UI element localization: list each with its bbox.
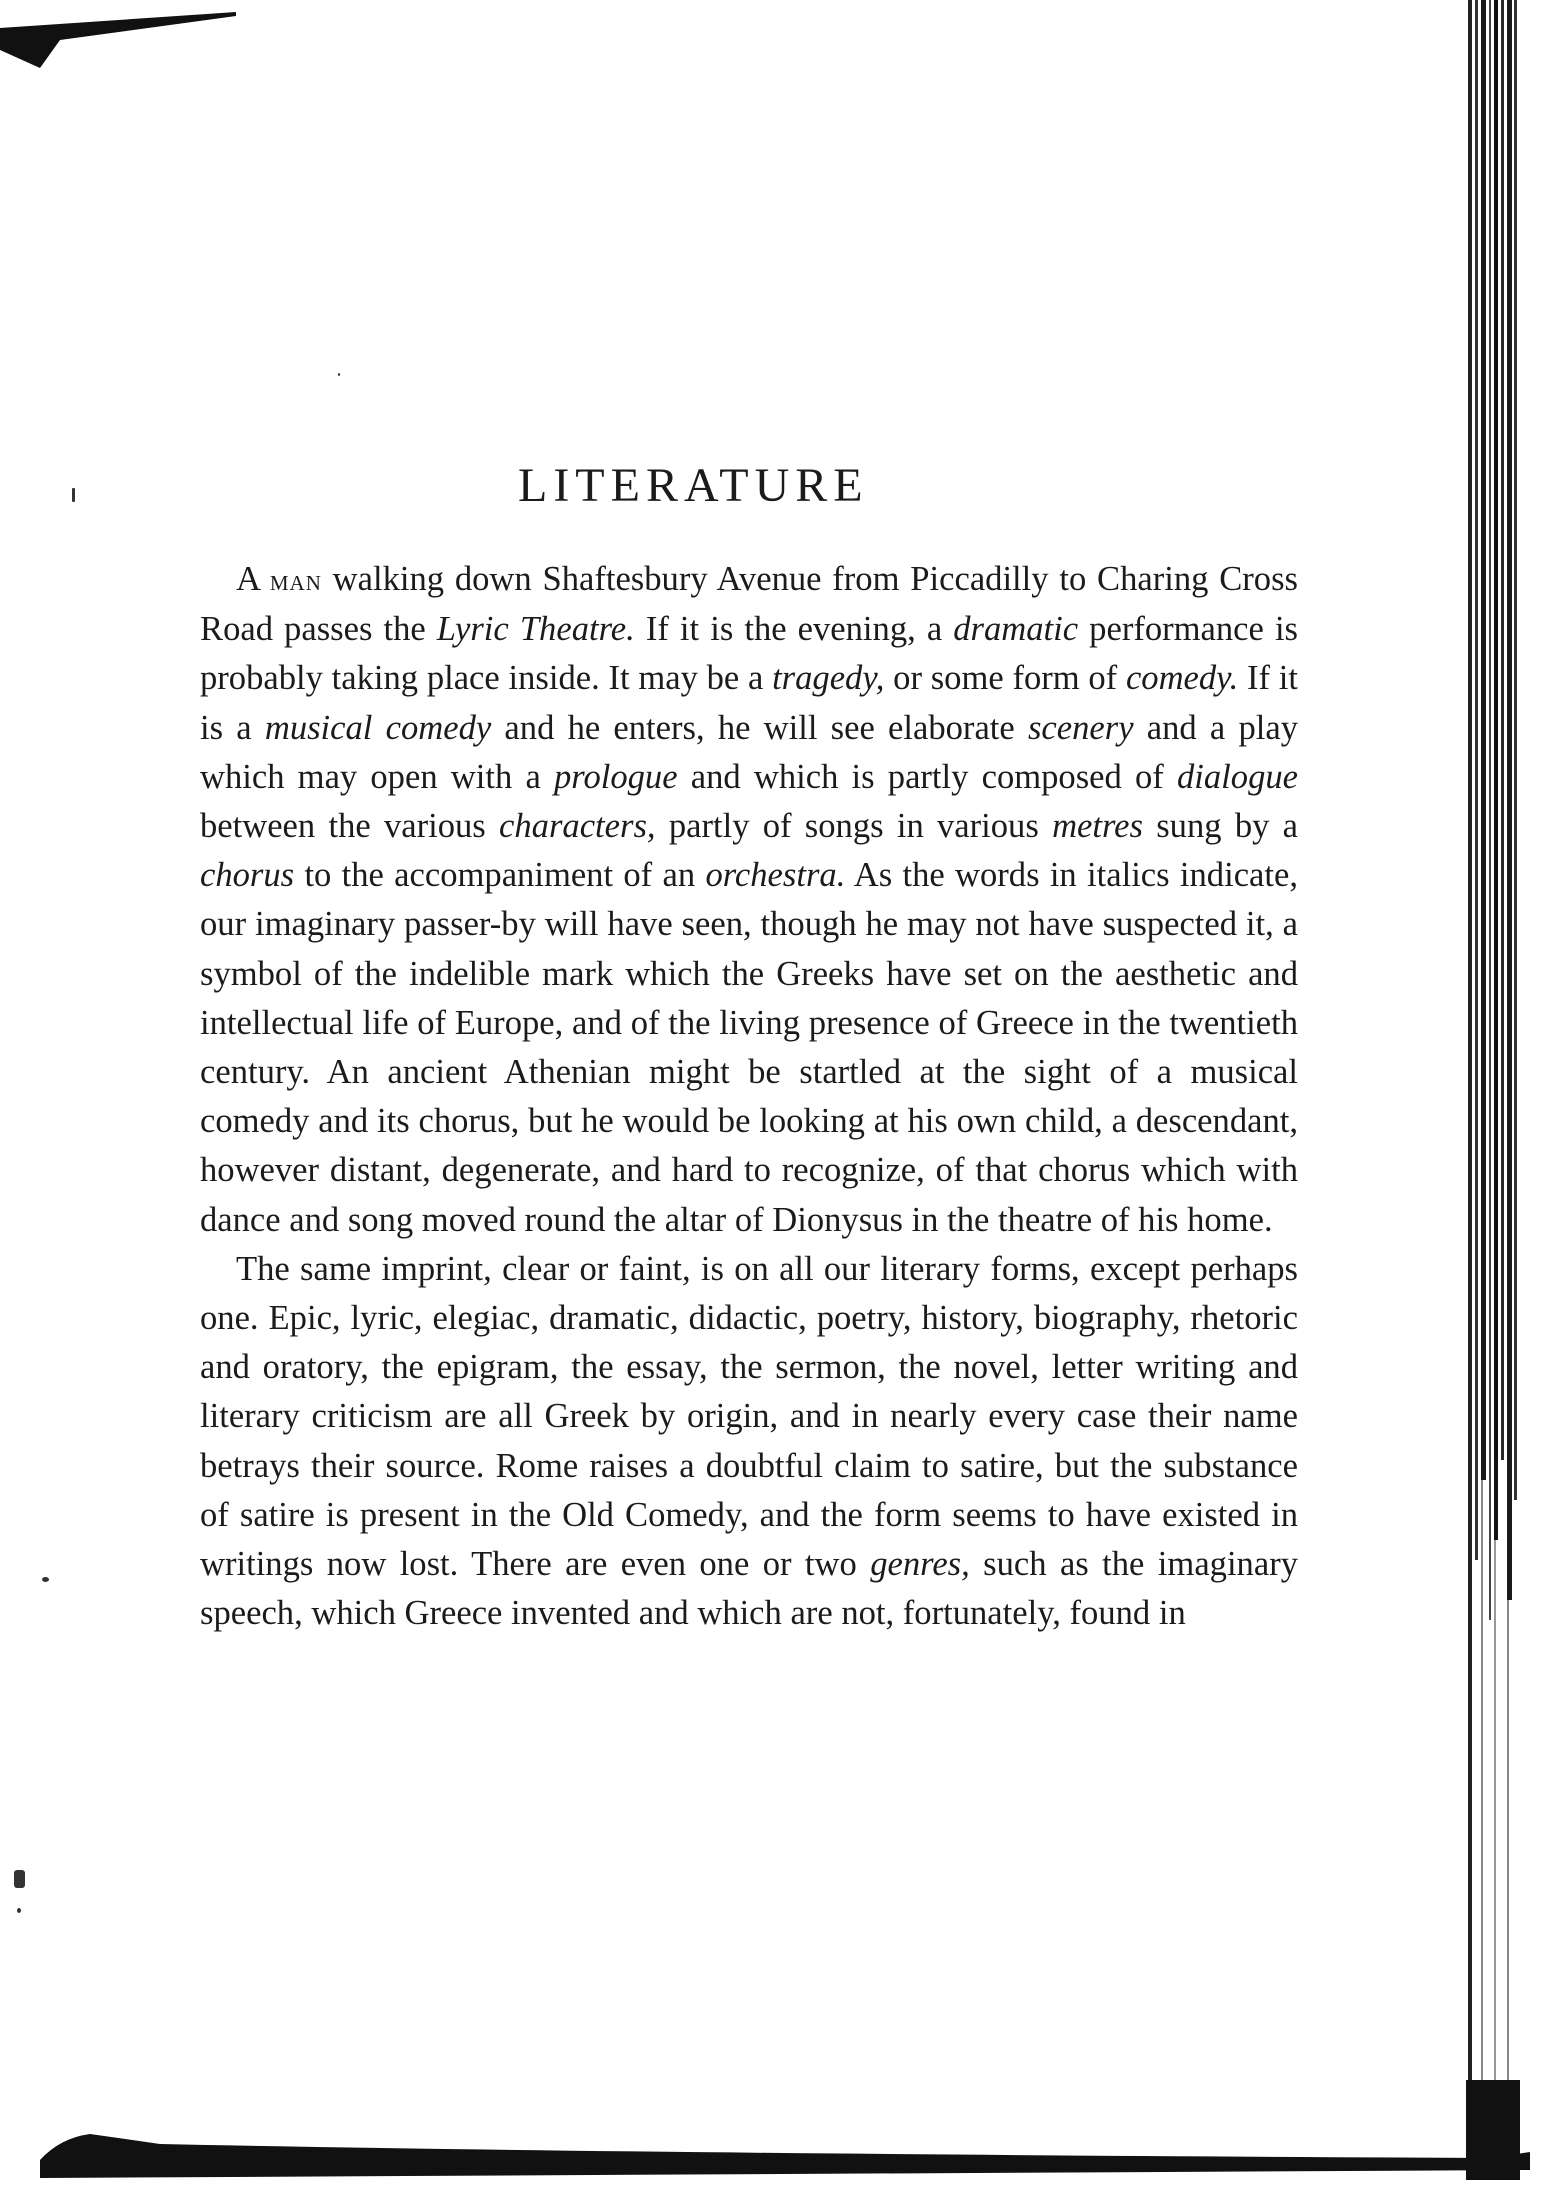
italic-term: prologue [553,757,678,796]
italic-term: characters, [499,807,656,846]
text-run: A [236,560,270,598]
scan-edge-mark-top [0,10,236,70]
text-run: and a play which may open with a [200,708,1299,796]
scan-speck [42,1577,49,1582]
italic-term: Lyric Theatre. [436,610,635,649]
paragraph [200,1245,1298,1639]
italic-term: chorus [200,856,295,895]
italic-term: genres, [870,1545,970,1584]
text-run: and he enters, he will see elaborate [491,708,1028,747]
scan-speck [338,373,340,376]
italic-term: scenery [1027,708,1134,747]
scan-speck [72,488,75,502]
italic-term: orchestra. [705,856,846,895]
text-run: partly of songs in various [655,807,1053,846]
body-text [200,555,1298,1638]
text-run: sung by a [1142,807,1299,846]
italic-term: dramatic [953,610,1079,649]
small-caps-lead: man [269,564,322,597]
scan-speck [17,1908,21,1913]
text-run: walking down Shaftesbury Avenue from Piccadilly to Charing Cross Road passes the [200,560,1298,649]
italic-term: tragedy, [772,659,885,698]
italic-term: musical comedy [264,708,492,747]
text-run: between the various [200,807,500,846]
book-spine-shadow [1466,0,1520,2180]
text-run: As the words in italics indicate, our imaginary passer-by will have seen, though he may not have suspected it, a symbol of the indelible mark which the Greeks have set on the aesthetic and intellectual life of Europe, and of the living presence of Greece in the twentieth century. An ancient Athenian might be startled at the sight of a musical comedy and its chorus, but he would be looking at his own child, a descendant, however distant, degenerate, and hard to recognize, of that chorus which with dance and song moved round the altar of Dionysus in the theatre of his home. [200,856,1298,1239]
text-run: performance is probably taking place inside. It may be a [200,610,1299,698]
scan-speck [14,1870,25,1888]
italic-term: dialogue [1176,757,1298,796]
chapter-title: LITERATURE [518,459,869,512]
paragraph [200,555,1298,1245]
text-run: such as the imaginary speech, which Greece invented and which are not, fortunately, found in [200,1545,1298,1633]
text-run: to the accompaniment of an [294,856,706,895]
text-run: If it is the evening, a [634,610,954,649]
italic-term: metres [1052,807,1143,846]
text-run: The same imprint, clear or faint, is on all our literary forms, except perhaps one. Epic, lyric, elegiac, dramatic, didactic, poetry, history, biography, rhetoric and oratory, the epigram, the essay, the sermon, the novel, letter writing and literary criticism are all Greek by origin, and in nearly every case their name betrays their source. Rome raises a doubtful claim to satire, but the substance of satire is present in the Old Comedy, and the form seems to have existed in writings now lost. There are even one or two [200,1249,1298,1584]
text-run: and which is partly composed of [677,757,1177,796]
text-run: or some form of [884,659,1126,698]
text-run: If it is a [200,659,1298,747]
scan-edge-mark-bottom [40,2120,1530,2180]
italic-term: comedy. [1125,659,1239,698]
